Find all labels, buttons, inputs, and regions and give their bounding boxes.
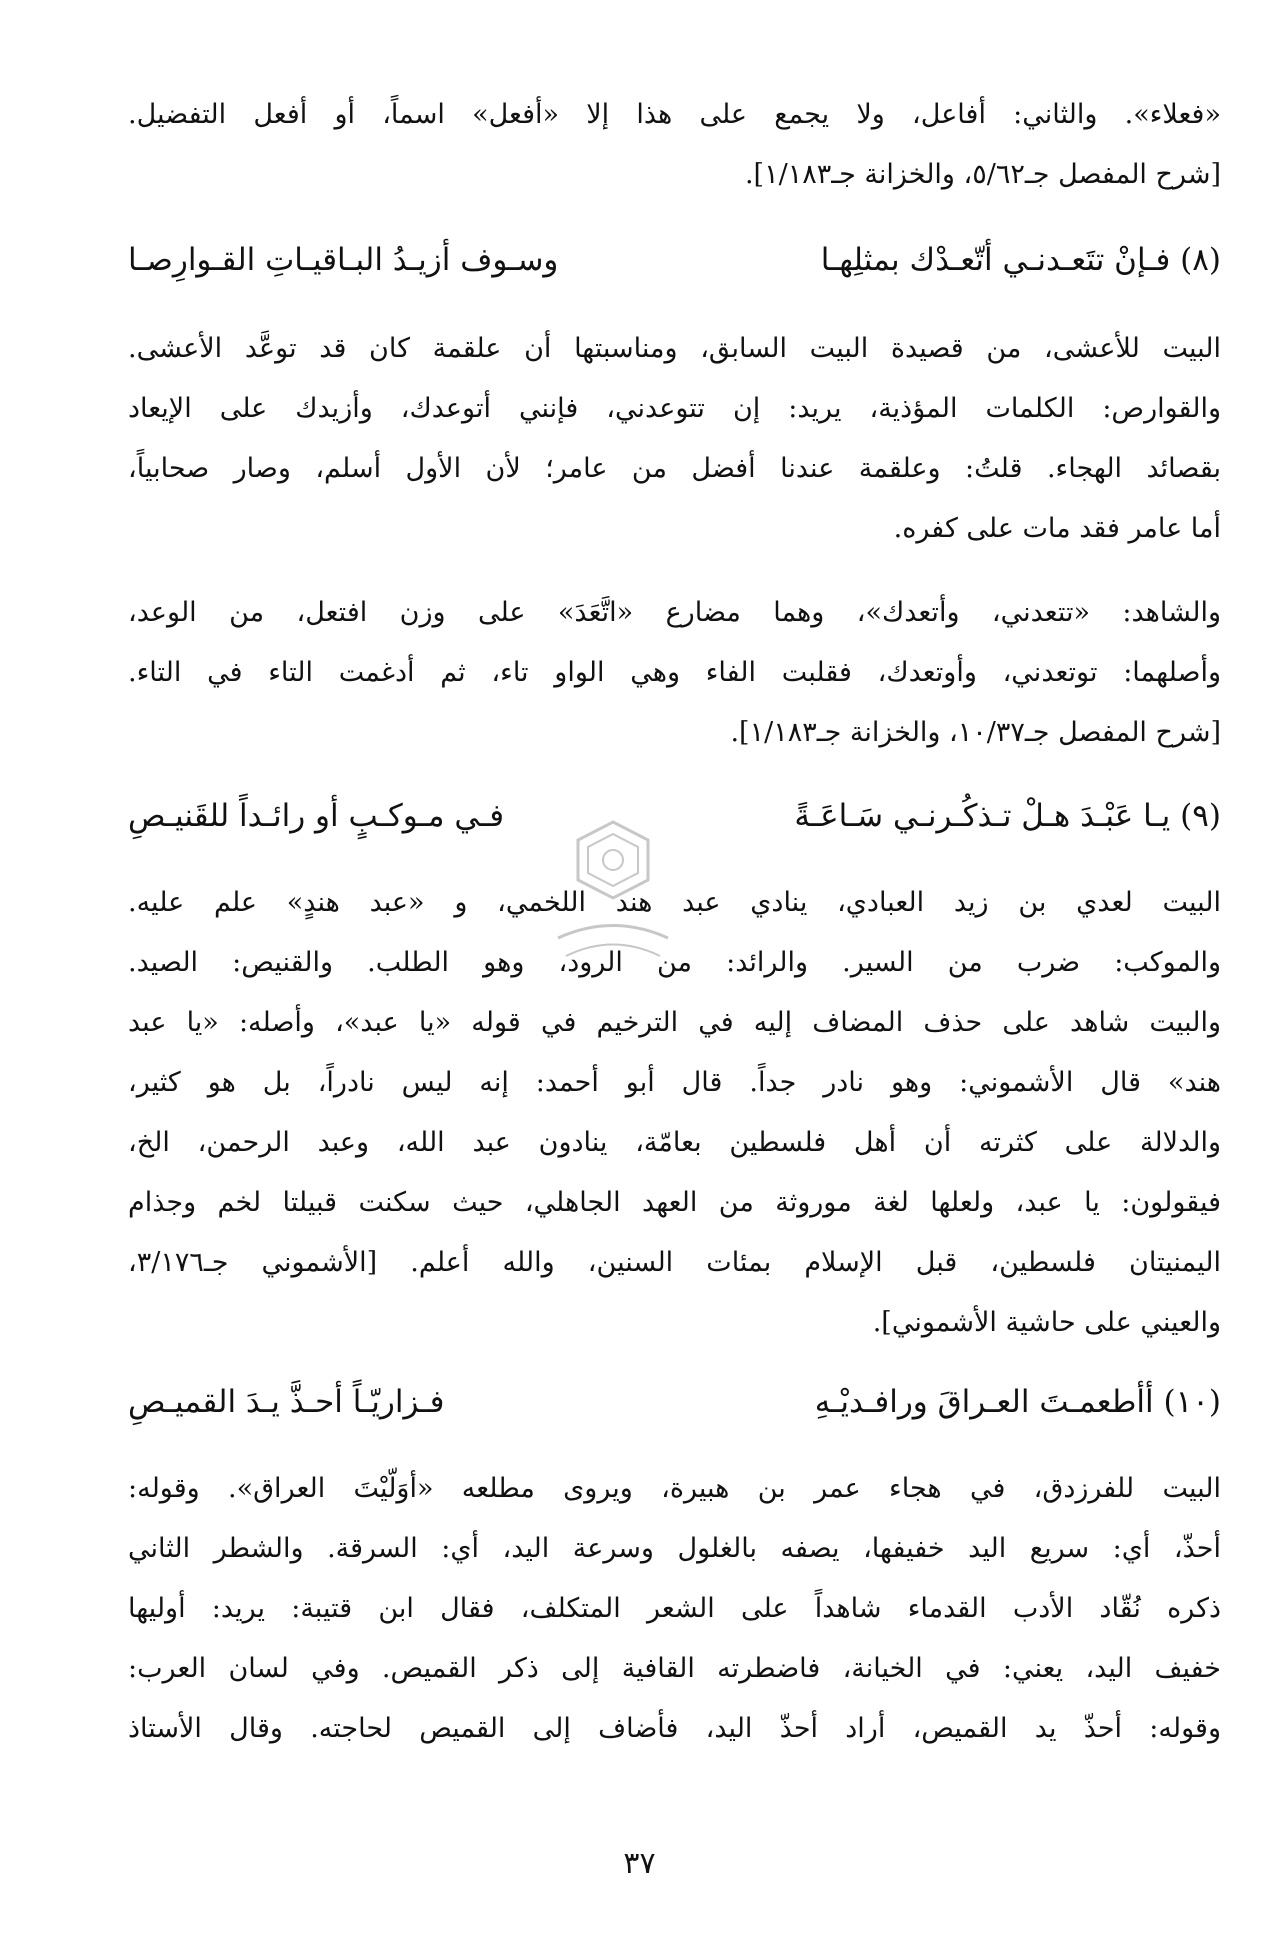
text-line: وقوله: أحذّ يد القميص، أراد أحذّ اليد، فأضاف إلى القميص لحاجته. وقال الأستاذ	[128, 1713, 1221, 1744]
text-line: والبيت شاهد على حذف المضاف إليه في الترخيم في قوله «يا عبد»، وأصله: «يا عبد	[128, 1007, 1221, 1038]
text-line: البيت للفرزدق، في هجاء عمر بن هبيرة، ويروى مطلعه «أوَلّيْتَ العراق». وقوله:	[128, 1473, 1221, 1504]
text-line: [شرح المفصل جـ١٠/٣٧، والخزانة جـ١/١٨٣].	[730, 717, 1221, 748]
text-line: هند» قال الأشموني: وهو نادر جداً. قال أبو أحمد: إنه ليس نادراً، بل هو كثير،	[128, 1067, 1221, 1098]
text-line: «فعلاء». والثاني: أفاعل، ولا يجمع على هذا إلا «أفعل» اسماً، أو أفعل التفضيل.	[128, 99, 1221, 130]
text-line: البيت لعدي بن زيد العبادي، ينادي عبد هند اللخمي، و «عبد هندٍ» علم عليه.	[128, 887, 1221, 918]
text-line: [شرح المفصل جـ٥/٦٢، والخزانة جـ١/١٨٣].	[744, 159, 1221, 190]
verse-first-hemistich: (١٠) أأطعمـتَ العـراقَ ورافـديْـهِ	[814, 1384, 1221, 1420]
text-line: والشاهد: «تتعدني، وأتعدك»، وهما مضارع «اتَّعَدَ» على وزن افتعل، من الوعد،	[128, 597, 1221, 628]
text-line: والقوارص: الكلمات المؤذية، يريد: إن تتوعدني، فإنني أتوعدك، وأزيدك على الإيعاد	[128, 393, 1221, 424]
verse-first-hemistich: (٩) يـا عَبْـدَ هـلْ تـذكُـرنـي سَـاعَـةً	[794, 798, 1221, 834]
text-line: والعيني على حاشية الأشموني].	[872, 1307, 1221, 1338]
text-line: خفيف اليد، يعني: في الخيانة، فاضطرته القافية إلى ذكر القميص. وفي لسان العرب:	[128, 1653, 1221, 1684]
text-line: بقصائد الهجاء. قلتُ: وعلقمة عندنا أفضل من عامر؛ لأن الأول أسلم، وصار صحابياً،	[128, 453, 1221, 484]
text-line: اليمنيتان فلسطين، قبل الإسلام بمئات السنين، والله أعلم. [الأشموني جـ٣/١٧٦،	[128, 1247, 1221, 1278]
verse-second-hemistich: فـزاريّـاً أحـذَّ يـدَ القميـصِ	[128, 1384, 445, 1420]
text-line: والموكب: ضرب من السير. والرائد: من الرود، وهو الطلب. والقنيص: الصيد.	[128, 947, 1221, 978]
text-line: البيت للأعشى، من قصيدة البيت السابق، ومناسبتها أن علقمة كان قد توعَّد الأعشى.	[128, 333, 1221, 364]
library-stamp-watermark	[548, 818, 678, 968]
page-number: ٣٧	[623, 1846, 656, 1881]
text-line: ذكره نُقّاد الأدب القدماء شاهداً على الشعر المتكلف، فقال ابن قتيبة: يريد: أوليها	[128, 1593, 1221, 1624]
text-line: أحذّ، أي: سريع اليد خفيفها، يصفه بالغلول وسرعة اليد، أي: السرقة. والشطر الثاني	[128, 1533, 1221, 1564]
verse-second-hemistich: وسـوف أزيـدُ البـاقيـاتِ القـوارِصـا	[128, 242, 559, 278]
text-line: أما عامر فقد مات على كفره.	[893, 513, 1221, 544]
text-line: فيقولون: يا عبد، ولعلها لغة موروثة من العهد الجاهلي، حيث سكنت قبيلتا لخم وجذام	[128, 1187, 1221, 1218]
poetry-verse	[128, 232, 1221, 288]
poetry-verse	[128, 1374, 1221, 1430]
verse-first-hemistich: (٨) فـإنْ تتَعـدنـي أتّعـدْك بمثلِهـا	[820, 242, 1221, 278]
text-line: وأصلهما: توتعدني، وأوتعدك، فقلبت الفاء وهي الواو تاء، ثم أدغمت التاء في التاء.	[128, 657, 1221, 688]
verse-second-hemistich: فـي مـوكـبٍ أو رائـداً للقَنيـصِ	[128, 798, 505, 834]
text-line: والدلالة على كثرته أن أهل فلسطين بعامّة، ينادون عبد الله، وعبد الرحمن، الخ،	[128, 1127, 1221, 1158]
